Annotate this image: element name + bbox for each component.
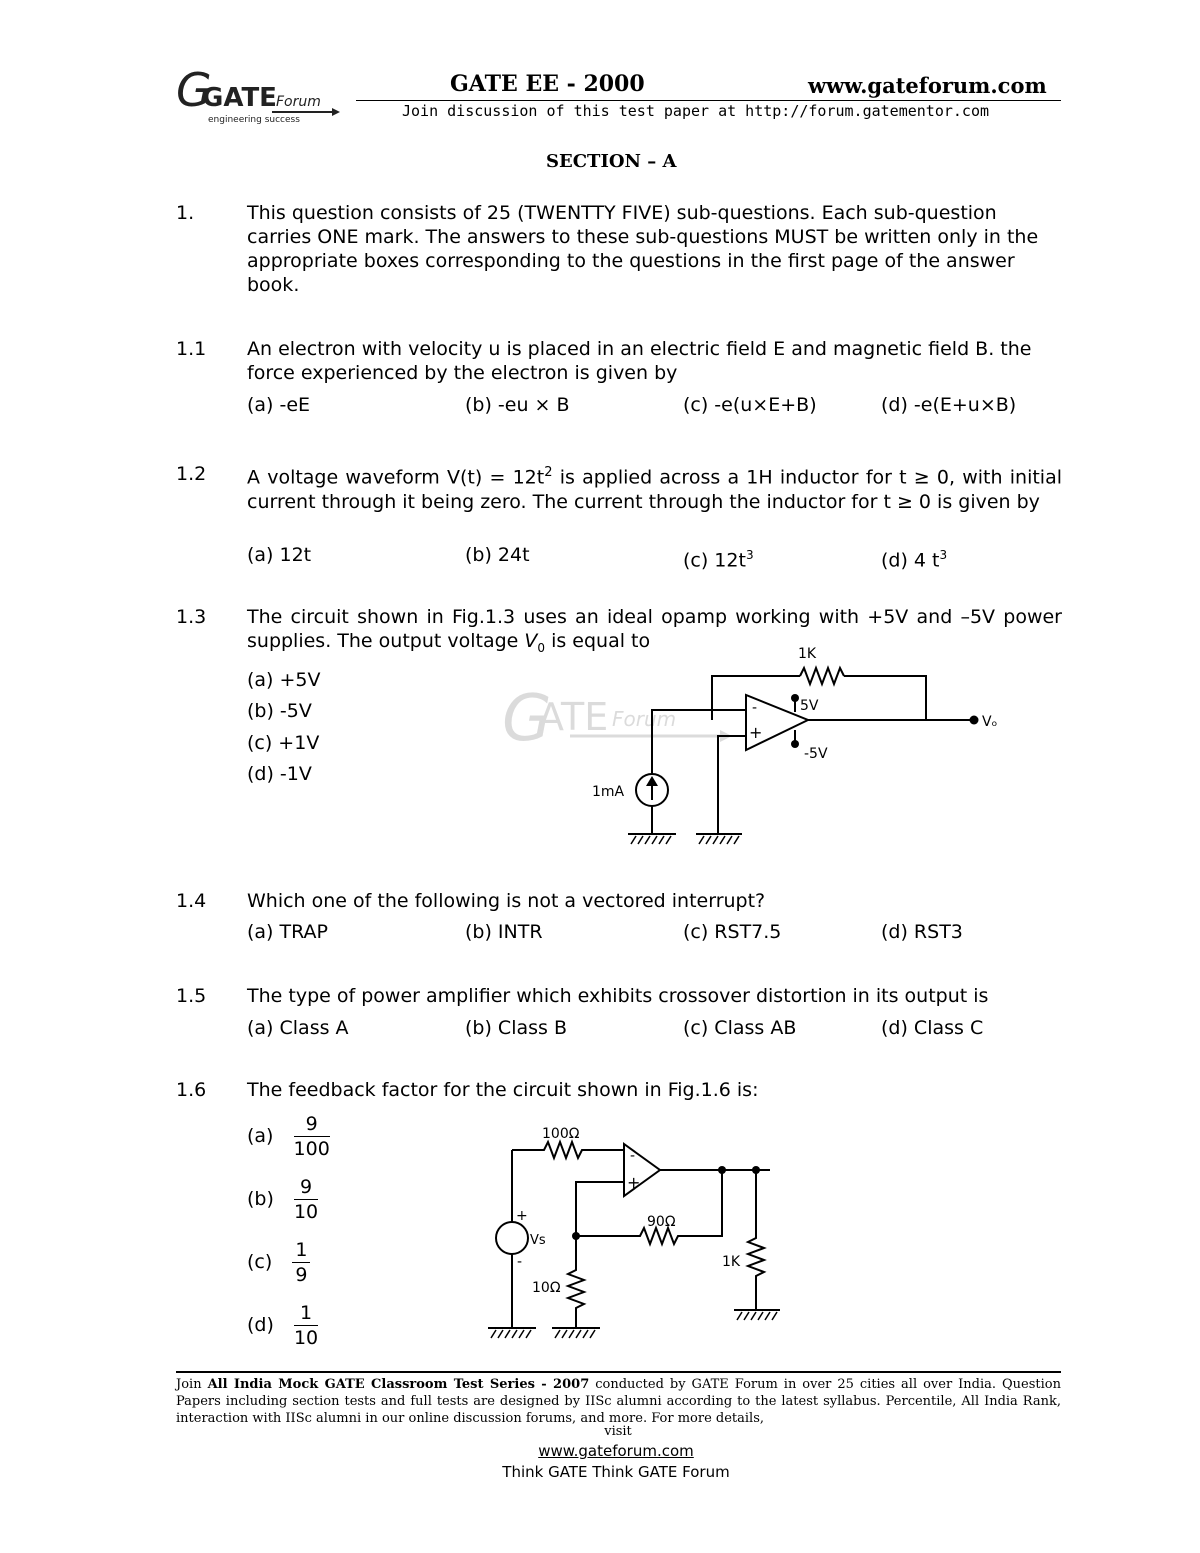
footer-rule: [176, 1371, 1061, 1373]
footer-details: conducted by GATE Forum in over 25 cities all over India. Question Papers including section tests and full tests are designed by IISc alumni according to the latest syllabus. Percentile, All India Rank, interaction with IISc alumni in our online discussion forums, and more. For more details,: [176, 1377, 1061, 1426]
text-part: is equal to: [545, 630, 651, 652]
exponent: 2: [544, 465, 553, 480]
footer-tagline: Think GATE Think GATE Forum: [502, 1463, 730, 1481]
option-c[interactable]: (c) Class AB: [683, 1017, 797, 1039]
output-label: Vₒ: [982, 714, 998, 730]
option-text: (d) 4 t: [881, 549, 940, 572]
ground-symbol: [628, 834, 676, 844]
circuit-1-6-diagram: [480, 1120, 800, 1345]
resistor-label: 1K: [798, 646, 817, 662]
footer-series: All India Mock GATE Classroom Test Series - 2007: [207, 1377, 590, 1392]
footer-join: Join: [176, 1377, 208, 1392]
ground-symbol: [488, 1328, 536, 1338]
question-number: 1.4: [176, 890, 207, 912]
ground-symbol: [696, 834, 742, 844]
supply-positive-label: 5V: [800, 698, 819, 714]
option-c[interactable]: (c) +1V: [247, 732, 320, 754]
text-part: A voltage waveform V(t) = 12t: [247, 466, 545, 489]
logo-g: G: [176, 66, 212, 117]
option-b[interactable]: (b) -eu × B: [465, 394, 570, 416]
minus-label: -: [630, 1148, 636, 1164]
option-c[interactable]: (c) RST7.5: [683, 921, 782, 943]
page-title: GATE EE - 2000: [450, 71, 645, 97]
footer-promo: [176, 1376, 1061, 1427]
text-part: is applied across a 1H inductor for t ≥ 0, with initial current through it being zero. The current through the inductor for t ≥ 0 is given by: [247, 466, 1062, 514]
resistor-load-label: 1K: [722, 1254, 741, 1270]
section-title: SECTION – A: [546, 151, 677, 172]
option-b[interactable]: (b) 24t: [465, 544, 530, 566]
option-d[interactable]: (d) RST3: [881, 921, 963, 943]
question-number: 1.6: [176, 1079, 207, 1101]
denominator: 100: [293, 1138, 330, 1160]
ground-symbol: [552, 1328, 600, 1338]
option-d[interactable]: [247, 1301, 318, 1350]
question-number: 1.2: [176, 463, 207, 485]
resistor-ground-label: 10Ω: [532, 1280, 561, 1296]
svg-text:ATE: ATE: [538, 695, 609, 739]
text-part: The circuit shown in Fig.1.3 uses an ideal opamp working with +5V and –5V power supplies. The output voltage: [247, 606, 1062, 652]
question-text: The type of power amplifier which exhibits crossover distortion in its output is: [247, 985, 989, 1007]
option-a[interactable]: (a) Class A: [247, 1017, 349, 1039]
option-d[interactable]: (d) Class C: [881, 1017, 984, 1039]
header-rule: [356, 100, 1061, 101]
subscript: 0: [537, 640, 546, 655]
circuit-1-3-diagram: [500, 640, 1020, 855]
source-minus: -: [517, 1254, 523, 1270]
fraction: [292, 1238, 310, 1287]
symbol-v: V: [524, 630, 538, 652]
option-c[interactable]: [683, 543, 754, 572]
option-d[interactable]: (d) -1V: [247, 763, 312, 785]
footer-url-link[interactable]: www.gateforum.com: [538, 1442, 694, 1460]
numerator: 1: [294, 1301, 318, 1326]
option-label: (b): [247, 1188, 274, 1210]
question-number: 1.3: [176, 606, 207, 628]
source-label: Vs: [530, 1233, 546, 1248]
option-b[interactable]: (b) -5V: [247, 700, 312, 722]
minus-label: -: [752, 700, 758, 716]
fraction: [294, 1175, 318, 1224]
circuit-figure-1-3: [500, 640, 1020, 855]
question-text: The feedback factor for the circuit shown in Fig.1.6 is:: [247, 1079, 759, 1101]
plus-label: +: [627, 1173, 641, 1192]
question-text: [247, 460, 1062, 515]
option-a[interactable]: (a) -eE: [247, 394, 311, 416]
option-a[interactable]: (a) +5V: [247, 669, 321, 691]
numerator: 1: [292, 1238, 310, 1263]
logo-tagline: engineering success: [208, 115, 300, 125]
denominator: 9: [295, 1264, 308, 1286]
question-number: 1.: [176, 202, 195, 224]
plus-label: +: [749, 723, 763, 742]
option-label: (c): [247, 1251, 273, 1273]
logo-forum: Forum: [276, 94, 321, 110]
fraction: [294, 1112, 330, 1161]
question-text: Which one of the following is not a vectored interrupt?: [247, 890, 766, 912]
circuit-figure-1-6: [480, 1120, 800, 1345]
supply-negative-label: -5V: [804, 746, 828, 762]
fraction: [294, 1301, 318, 1350]
option-b[interactable]: [247, 1175, 318, 1224]
watermark-logo: [502, 682, 732, 756]
option-c[interactable]: (c) -e(u×E+B): [683, 394, 817, 416]
exponent: 3: [745, 548, 754, 562]
option-label: (d): [247, 1314, 274, 1336]
question-text: An electron with velocity u is placed in an electric field E and magnetic field B. the force experienced by the electron is given by: [247, 338, 1032, 384]
footer-visit: visit: [604, 1424, 632, 1439]
option-text: (c) 12t: [683, 549, 746, 572]
option-b[interactable]: (b) Class B: [465, 1017, 567, 1039]
numerator: 9: [294, 1175, 318, 1200]
exponent: 3: [939, 548, 948, 562]
option-d[interactable]: (d) -e(E+u×B): [881, 394, 1017, 416]
option-a[interactable]: [247, 1112, 330, 1161]
ground-symbol: [734, 1310, 780, 1320]
resistor-fb-label: 90Ω: [647, 1214, 676, 1230]
option-a[interactable]: (a) 12t: [247, 544, 312, 566]
denominator: 10: [293, 1201, 319, 1223]
header-discussion: Join discussion of this test paper at http://forum.gatementor.com: [402, 102, 989, 120]
svg-text:G: G: [502, 682, 552, 756]
source-label: 1mA: [592, 784, 625, 800]
logo-main: GATE: [202, 83, 277, 113]
header-logo: [176, 66, 346, 126]
resistor-in-label: 100Ω: [542, 1126, 580, 1142]
source-plus: +: [516, 1208, 528, 1224]
denominator: 10: [293, 1327, 319, 1349]
svg-text:Forum: Forum: [612, 707, 677, 731]
option-label: (a): [247, 1125, 274, 1147]
option-d[interactable]: [881, 543, 947, 572]
option-c[interactable]: [247, 1238, 310, 1287]
header-website[interactable]: www.gateforum.com: [808, 73, 1047, 98]
question-number: 1.1: [176, 338, 207, 360]
question-number: 1.5: [176, 985, 207, 1007]
option-b[interactable]: (b) INTR: [465, 921, 543, 943]
numerator: 9: [294, 1112, 330, 1137]
option-a[interactable]: (a) TRAP: [247, 921, 329, 943]
question-text: This question consists of 25 (TWENTTY FIVE) sub-questions. Each sub-question carries ONE mark. The answers to these sub-questions MUST be written only in the appropriate boxes corresponding to the questions in the first page of the answer book.: [247, 202, 1039, 296]
gate-forum-logo: [176, 66, 346, 126]
